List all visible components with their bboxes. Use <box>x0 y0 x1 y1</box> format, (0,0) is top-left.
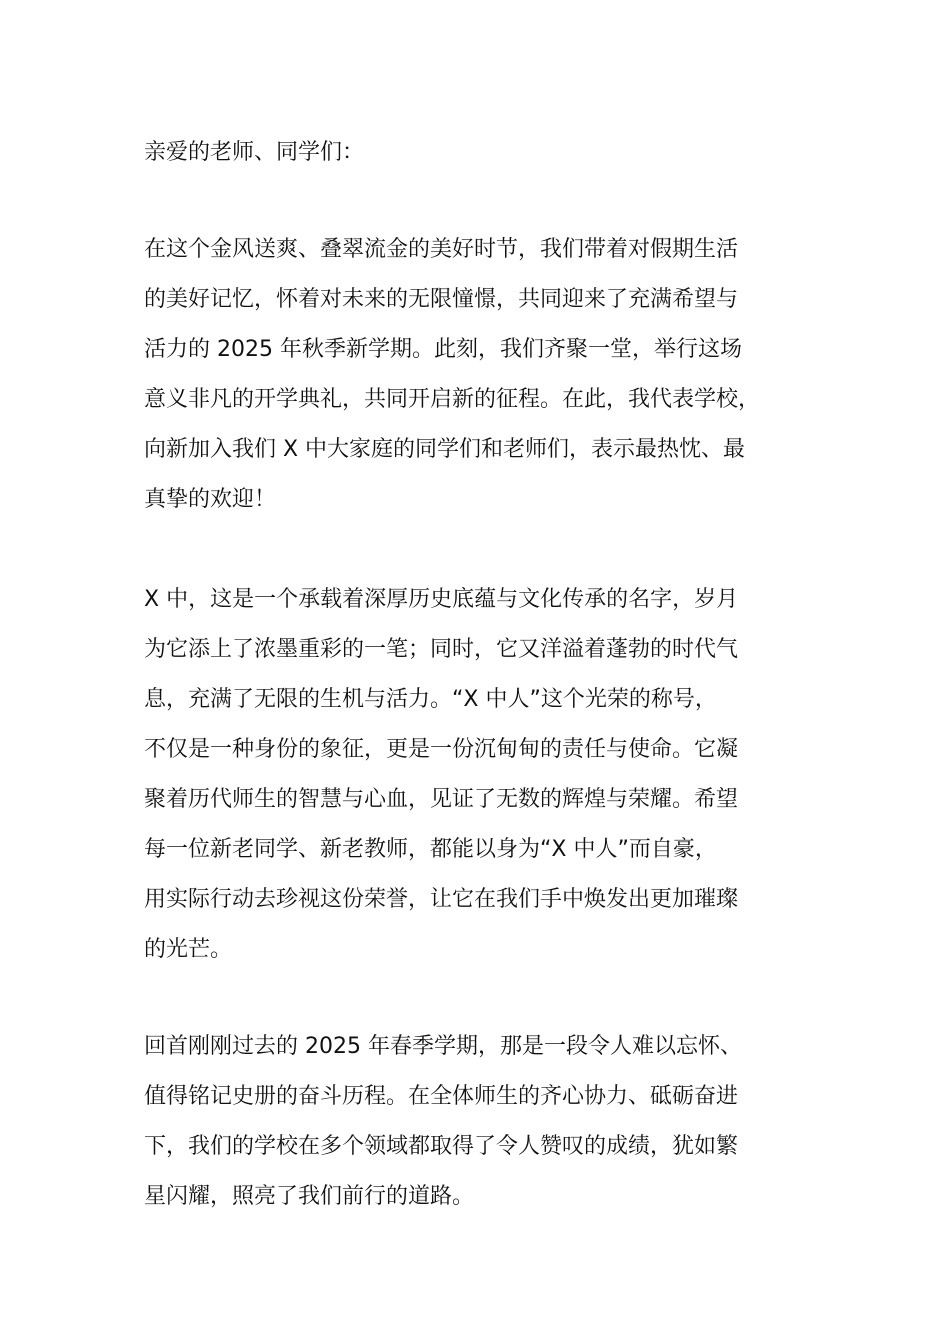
paragraph-line: 值得铭记史册的奋斗历程。在全体师生的齐心协力、砥砺奋进 <box>144 1084 739 1109</box>
paragraph-line: 回首刚刚过去的 2025 年春季学期，那是一段令人难以忘怀、 <box>144 1034 742 1059</box>
paragraph-line: 意义非凡的开学典礼，共同开启新的征程。在此，我代表学校， <box>144 387 761 412</box>
paragraph-line: 真挚的欢迎！ <box>144 487 277 512</box>
paragraph-line: 下，我们的学校在多个领域都取得了令人赞叹的成绩，犹如繁 <box>144 1134 739 1159</box>
paragraph-line: 向新加入我们 X 中大家庭的同学们和老师们，表示最热忱、最 <box>144 437 746 462</box>
paragraph-welcome <box>144 225 824 525</box>
paragraph-line: 活力的 2025 年秋季新学期。此刻，我们齐聚一堂，举行这场 <box>144 337 742 362</box>
paragraph-line: 用实际行动去珍视这份荣誉，让它在我们手中焕发出更加璀璨 <box>144 887 739 912</box>
paragraph-line: 不仅是一种身份的象征，更是一份沉甸甸的责任与使命。它凝 <box>144 737 739 762</box>
paragraph-line: 的美好记忆，怀着对未来的无限憧憬，共同迎来了充满希望与 <box>144 287 739 312</box>
paragraph-line: 息，充满了无限的生机与活力。“X 中人”这个光荣的称号， <box>144 687 717 712</box>
greeting-line: 亲爱的老师、同学们： <box>144 140 365 165</box>
paragraph-school-heritage <box>144 575 824 975</box>
paragraph-line: 聚着历代师生的智慧与心血，见证了无数的辉煌与荣耀。希望 <box>144 787 739 812</box>
paragraph-line: X 中，这是一个承载着深厚历史底蕴与文化传承的名字，岁月 <box>144 587 739 612</box>
paragraph-line: 每一位新老同学、新老教师，都能以身为“X 中人”而自豪， <box>144 837 717 862</box>
paragraph-line: 星闪耀，照亮了我们前行的道路。 <box>144 1184 475 1209</box>
paragraph-line: 在这个金风送爽、叠翠流金的美好时节，我们带着对假期生活 <box>144 237 739 262</box>
paragraph-line: 的光芒。 <box>144 937 233 962</box>
paragraph-line: 为它添上了浓墨重彩的一笔；同时，它又洋溢着蓬勃的时代气 <box>144 637 739 662</box>
greeting <box>144 128 824 178</box>
paragraph-review <box>144 1022 824 1222</box>
